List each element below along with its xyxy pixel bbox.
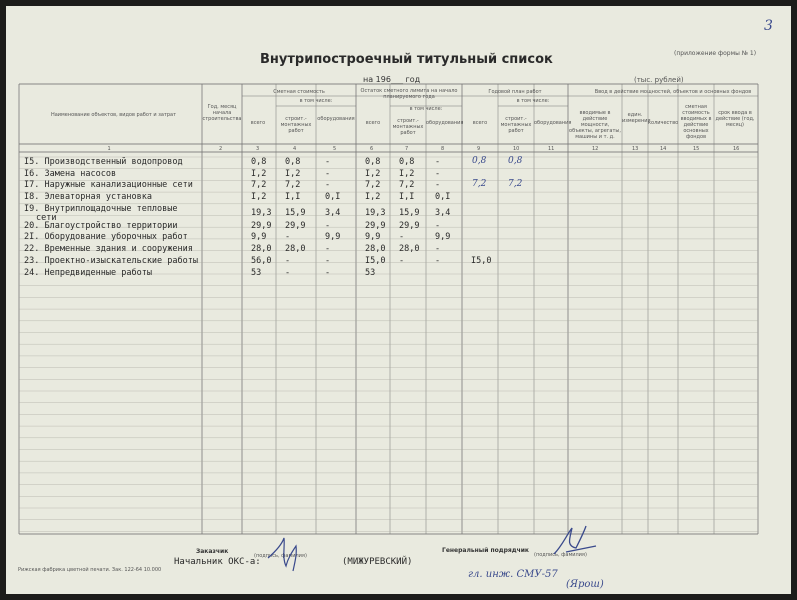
row-cell-value: 9,9	[435, 232, 451, 243]
row-cell-value: 7,2	[251, 180, 267, 191]
row-cell-value: I,I	[285, 192, 301, 203]
row-cell-value: I,2	[365, 168, 381, 179]
row-cell-value: 53	[365, 267, 376, 278]
row-cell-value: 28,0	[285, 244, 306, 255]
row-cell-value: 29,9	[285, 220, 306, 231]
page-number: 3	[764, 18, 773, 34]
row-name: I6. Замена насосов	[24, 168, 117, 179]
header-plan-sub: в том числе:	[516, 98, 550, 104]
row-cell-value: 28,0	[399, 244, 420, 255]
column-number: 6	[370, 146, 374, 152]
row-name: I8. Элеваторная установка	[24, 192, 152, 203]
footer-handwritten-name: (Ярош)	[566, 579, 604, 590]
header-vvod-c12: вводимые в действие мощности, объекты, агрегаты, машины и т. д.	[569, 110, 621, 140]
column-number: 9	[477, 146, 481, 152]
column-number: 1	[107, 146, 111, 152]
row-name-continuation: сети	[36, 212, 57, 223]
header-plan-vsego: всего	[472, 120, 488, 126]
row-name: I7. Наружные канализационные сети	[24, 180, 193, 191]
column-number: 13	[632, 146, 639, 152]
row-cell-value: -	[325, 220, 331, 231]
header-smeta-sub: в том числе:	[299, 98, 333, 104]
footer-signature-caption-2: (подпись, фамилия)	[534, 552, 587, 558]
header-ostatok-obor: оборудования	[426, 120, 464, 126]
header-vvod-c15: сметная стоимость вводимых в действие основных фондов	[680, 104, 712, 140]
header-ostatok-vsego: всего	[365, 120, 381, 126]
row-name: 2I. Оборудование уборочных работ	[24, 232, 188, 243]
document-sheet	[6, 6, 791, 594]
header-vvod-c14: количество	[648, 120, 679, 126]
printer-imprint: Рижская фабрика цветной печати. Зак. 122-64 10.000	[18, 567, 162, 573]
row-cell-value: -	[325, 168, 331, 179]
column-number: 7	[405, 146, 409, 152]
row-handwritten-value: 7,2	[508, 179, 523, 190]
row-cell-value: 28,0	[365, 244, 386, 255]
footer-genpodryadchik: Генеральный подрядчик	[442, 547, 530, 554]
form-note: (приложение формы № 1)	[674, 50, 757, 57]
row-cell-value: 3,4	[325, 207, 341, 218]
row-cell-value: 53	[251, 267, 262, 278]
row-cell-value: -	[435, 180, 441, 191]
document-title: Внутрипостроечный титульный список	[260, 52, 553, 67]
column-number: 16	[733, 146, 740, 152]
row-cell-value: -	[435, 244, 441, 255]
header-col2: Год, месяц начала строительства	[202, 104, 242, 122]
column-number: 12	[592, 146, 599, 152]
row-cell-value: 0,I	[435, 192, 451, 203]
header-vvod: Ввод в действие мощностей, объектов и основных фондов	[594, 89, 752, 95]
header-plan-stroy: строит.-монтажных работ	[500, 116, 532, 134]
footer-handwritten-title: гл. инж. СМУ-57	[468, 569, 558, 580]
header-plan-obor: оборудования	[534, 120, 572, 126]
column-number: 10	[513, 146, 520, 152]
row-cell-value: -	[285, 232, 291, 243]
header-ostatok: Остаток сметного лимита на начало планируемого года	[360, 88, 458, 100]
row-cell-value: I5,0	[365, 255, 386, 266]
row-name: 20. Благоустройство территории	[24, 220, 178, 231]
row-handwritten-value: 7,2	[472, 179, 487, 190]
row-name: 23. Проектно-изыскательские работы	[24, 255, 198, 266]
header-smeta-stroy: строит.-монтажных работ	[280, 116, 312, 134]
row-cell-value: -	[325, 267, 331, 278]
row-cell-value: 7,2	[399, 180, 415, 191]
row-cell-value: -	[325, 180, 331, 191]
row-cell-value: I,I	[399, 192, 415, 203]
header-ostatok-sub: в том числе:	[409, 106, 443, 112]
row-name: 22. Временные здания и сооружения	[24, 244, 193, 255]
column-number: 11	[548, 146, 555, 152]
row-cell-value: 19,3	[365, 207, 386, 218]
footer-zakazchik: Заказчик	[196, 548, 229, 555]
row-cell-value: -	[435, 255, 441, 266]
row-cell-value: 15,9	[285, 207, 306, 218]
row-cell-value: 29,9	[365, 220, 386, 231]
column-number: 15	[693, 146, 700, 152]
row-cell-value: I,2	[285, 168, 301, 179]
row-name: I9. Внутриплощадочные тепловые	[24, 203, 178, 214]
row-cell-value: 0,8	[399, 157, 415, 167]
row-cell-value: I,2	[251, 168, 267, 179]
row-cell-value: -	[325, 157, 331, 167]
column-number: 8	[441, 146, 445, 152]
footer-signature-caption-1: (подпись, фамилия)	[254, 553, 307, 559]
row-handwritten-value: 0,8	[508, 156, 523, 166]
column-number: 14	[660, 146, 667, 152]
row-cell-value: I,2	[399, 168, 415, 179]
row-cell-value: -	[399, 255, 405, 266]
row-cell-value: 28,0	[251, 244, 272, 255]
header-plan: Годовой план работ	[488, 89, 542, 95]
row-cell-value: -	[285, 255, 291, 266]
row-cell-value: -	[325, 244, 331, 255]
row-cell-value: 0,8	[251, 157, 267, 167]
footer-typed-name: (МИЖУРЕВСКИЙ)	[342, 557, 413, 567]
column-number: 3	[256, 146, 260, 152]
row-cell-value: 9,9	[365, 232, 381, 243]
header-vvod-c13: един. измерения	[622, 112, 651, 124]
footer-nachalnik: Начальник ОКС-а:	[174, 557, 261, 567]
header-smeta-vsego: всего	[250, 120, 266, 126]
row-cell-value: 29,9	[251, 220, 272, 231]
row-cell-value: -	[399, 232, 405, 243]
row-cell-value: I5,0	[471, 255, 492, 266]
header-smeta: Сметная стоимость	[273, 89, 325, 95]
row-cell-value: -	[435, 168, 441, 179]
row-cell-value: 29,9	[399, 220, 420, 231]
row-cell-value: 15,9	[399, 207, 420, 218]
header-smeta-obor: оборудования	[317, 116, 355, 122]
row-handwritten-value: 0,8	[472, 156, 487, 166]
row-cell-value: 7,2	[285, 180, 301, 191]
row-name: I5. Производственный водопровод	[24, 157, 183, 167]
column-number: 4	[293, 146, 297, 152]
year-line: на 196___ год	[363, 75, 421, 84]
header-col1: Наименование объектов, видов работ и затрат	[50, 112, 177, 118]
row-cell-value: -	[285, 267, 291, 278]
row-cell-value: 0,8	[285, 157, 301, 167]
row-cell-value: 0,8	[365, 157, 381, 167]
row-cell-value: I,2	[251, 192, 267, 203]
row-cell-value: 9,9	[251, 232, 267, 243]
row-cell-value: -	[325, 255, 331, 266]
row-name: 24. Непредвиденные работы	[24, 267, 152, 278]
row-cell-value: 7,2	[365, 180, 381, 191]
row-cell-value: I,2	[365, 192, 381, 203]
header-ostatok-stroy: строит.-монтажных работ	[392, 118, 424, 136]
row-cell-value: 19,3	[251, 207, 272, 218]
row-cell-value: -	[435, 220, 441, 231]
column-number: 2	[219, 146, 223, 152]
units-label: (тыс. рублей)	[634, 76, 684, 84]
column-number: 5	[333, 146, 337, 152]
row-cell-value: 9,9	[325, 232, 341, 243]
row-cell-value: -	[435, 157, 441, 167]
row-cell-value: 56,0	[251, 255, 272, 266]
header-vvod-c16: срок ввода в действие (год, месяц)	[715, 110, 755, 128]
row-cell-value: 3,4	[435, 207, 451, 218]
row-cell-value: 0,I	[325, 192, 341, 203]
